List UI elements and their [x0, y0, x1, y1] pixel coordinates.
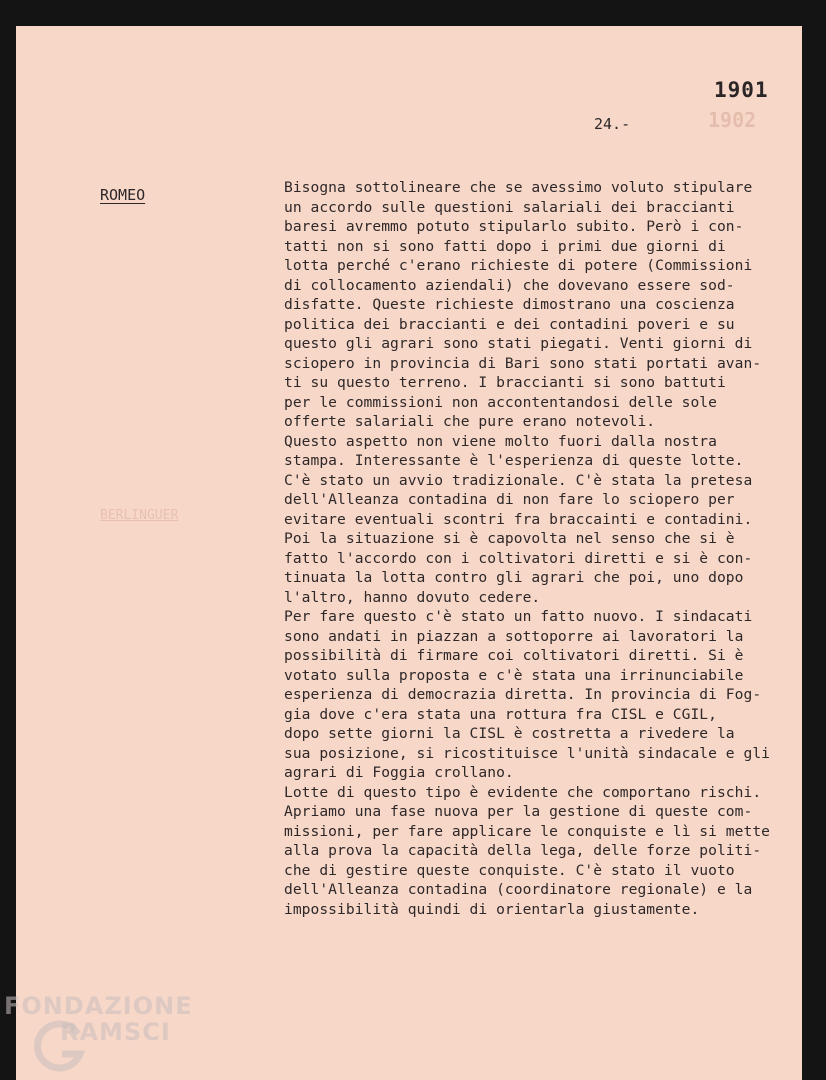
body-line: impossibilità quindi di orientarla giustamente. [284, 900, 700, 918]
archive-watermark [0, 990, 210, 1080]
body-line: sua posizione, si ricostituisce l'unità sindacale e gli [284, 744, 770, 762]
body-line: politica dei braccianti e dei contadini poveri e su [284, 315, 735, 333]
body-line: questo gli agrari sono stati piegati. Venti giorni di [284, 335, 753, 352]
body-line: ti su questo terreno. I braccianti si sono battuti [284, 374, 726, 391]
page-number: 24.- [594, 115, 631, 133]
body-line: dell'Alleanza contadina (coordinatore regionale) e la [284, 881, 753, 898]
body-line: sono andati in piazzan a sottoporre ai lavoratori la [284, 627, 744, 645]
document-page [16, 26, 802, 1080]
body-line: votato sulla proposta e c'è stata una irrinunciabile [284, 666, 744, 684]
body-line: Lotte di questo tipo è evidente che comportano rischi. [284, 783, 762, 801]
body-line: per le commissioni non accontentandosi delle sole [284, 393, 717, 411]
body-line: agrari di Foggia crollano. [284, 764, 514, 781]
body-line: che di gestire queste conquiste. C'è stato il vuoto [284, 861, 735, 879]
body-line: tatti non si sono fatti dopo i primi due giorni di [284, 237, 726, 255]
body-line: un accordo sulle questioni salariali dei braccianti [284, 198, 735, 216]
body-line: Poi la situazione si è capovolta nel senso che si è [284, 530, 735, 547]
body-line: esperienza di democrazia diretta. In provincia di Fog- [284, 686, 762, 703]
speaker-name: ROMEO [100, 186, 146, 204]
document-number: 1901 [714, 78, 769, 102]
body-line: sciopero in provincia di Bari sono stati portati avan- [284, 354, 762, 372]
body-line: alla prova la capacità della lega, delle forze politi- [284, 842, 762, 859]
body-line: di collocamento aziendali) che dovevano essere sod- [284, 276, 735, 294]
body-line: Questo aspetto non viene molto fuori dalla nostra [284, 432, 717, 450]
body-line: Apriamo una fase nuova per la gestione di queste com- [284, 803, 753, 820]
watermark-line-2: RAMSCI [60, 1018, 171, 1046]
body-line: gia dove c'era stata una rottura fra CISL e CGIL, [284, 705, 717, 723]
bleed-through-speaker: BERLINGUER [100, 508, 179, 523]
body-line: fatto l'accordo con i coltivatori diretti e si è con- [284, 549, 753, 567]
speech-body [284, 178, 802, 919]
watermark-line-1: FONDAZIONE [4, 992, 193, 1020]
body-line: evitare eventuali scontri fra braccainti e contadini. [284, 510, 753, 528]
body-line: stampa. Interessante è l'esperienza di queste lotte. [284, 452, 744, 469]
body-line: missioni, per fare applicare le conquiste e lì si mette [284, 822, 770, 840]
body-line: dopo sette giorni la CISL è costretta a rivedere la [284, 725, 735, 742]
body-line: Bisogna sottolineare che se avessimo voluto stipulare [284, 179, 753, 196]
body-line: baresi avremmo potuto stipularlo subito. Però i con- [284, 218, 744, 235]
body-line: disfatte. Queste richieste dimostrano una coscienza [284, 296, 735, 313]
body-line: Per fare questo c'è stato un fatto nuovo. I sindacati [284, 608, 753, 625]
body-line: C'è stato un avvio tradizionale. C'è stata la pretesa [284, 471, 753, 489]
body-line: dell'Alleanza contadina di non fare lo sciopero per [284, 491, 735, 508]
body-line: possibilità di firmare coi coltivatori diretti. Si è [284, 647, 744, 664]
body-line: tinuata la lotta contro gli agrari che poi, uno dopo [284, 569, 744, 586]
body-line: offerte salariali che pure erano notevoli. [284, 413, 656, 430]
body-line: l'altro, hanno dovuto cedere. [284, 588, 541, 606]
body-line: lotta perché c'erano richieste di potere (Commissioni [284, 257, 753, 274]
bleed-through-page-number: 1902 [708, 108, 757, 132]
